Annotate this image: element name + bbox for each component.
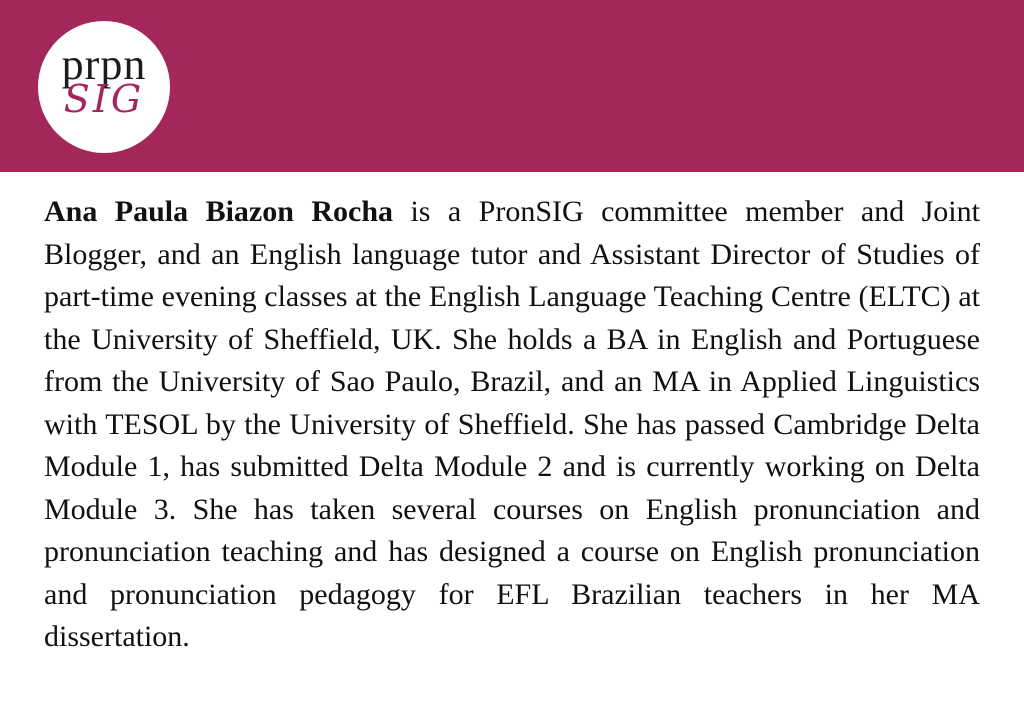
bio-name: Ana Paula Biazon Rocha: [44, 195, 394, 228]
bio-text: is a PronSIG committee member and Joint Blogger, and an English language tutor and Assistant Director of Studies of part-time evening classes at the English Language Teaching Centre (ELTC) at the University of Sheffield, UK. She holds a BA in English and Portuguese from the University of Sao Paulo, Brazil, and an MA in Applied Linguistics with TESOL by the University of Sheffield. She has passed Cambridge Delta Module 1, has submitted Delta Module 2 and is currently working on Delta Module 3. She has taken several courses on English pronunciation and pronunciation teaching and has designed a course on English pronunciation and pronunciation pedagogy for EFL Brazilian teachers in her MA dissertation.: [44, 195, 980, 653]
logo-text-bottom: SIG: [63, 77, 145, 121]
pronsig-logo: [38, 21, 170, 153]
bio-paragraph: [44, 191, 980, 659]
header-banner: [0, 0, 1024, 172]
logo-text-top: prpn: [61, 40, 147, 89]
